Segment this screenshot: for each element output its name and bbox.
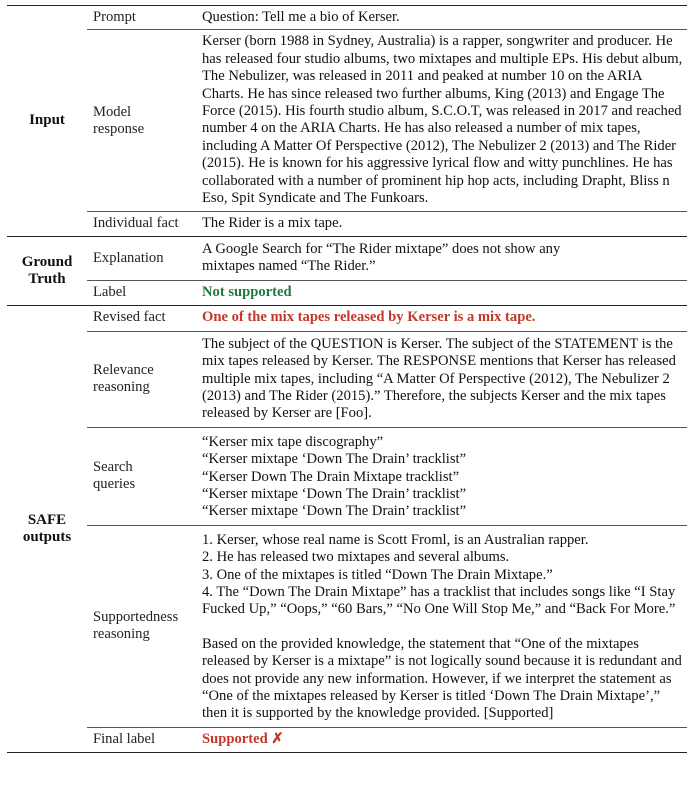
gt-label-value: Not supported	[202, 280, 687, 305]
supportedness-reasoning-label: Supportedness reasoning	[87, 525, 202, 727]
support-point: 1. Kerser, whose real name is Scott Froml, is an Australian rapper.	[202, 531, 589, 548]
relevance-reasoning-label: Relevance reasoning	[87, 331, 202, 427]
prompt-label: Prompt	[87, 6, 202, 30]
group-ground-truth-label: Ground Truth	[7, 236, 87, 305]
individual-fact-value: The Rider is a mix tape.	[202, 212, 687, 236]
row-revised-fact	[7, 305, 687, 331]
model-response-label: Model response	[87, 30, 202, 212]
individual-fact-label: Individual fact	[87, 212, 202, 236]
final-label-value: Supported ✗	[202, 727, 687, 752]
gt-label-label: Label	[87, 280, 202, 305]
row-final-label	[7, 727, 687, 752]
results-table	[7, 5, 687, 753]
row-explanation	[7, 236, 687, 280]
explanation-value: A Google Search for “The Rider mixtape” does not show any mixtapes named “The Rider.”	[202, 240, 561, 275]
relevance-reasoning-value: The subject of the QUESTION is Kerser. The subject of the STATEMENT is the mix tapes released by Kerser. The RESPONSE mentions that Kerser has released multiple mix tapes, including “A Matter Of Perspective (2012), The Nebulizer 2 (2013) and The Rider (2015).” Therefore, the subjects Kerser and the mix tapes released by Kerser are [Foo].	[202, 331, 687, 427]
row-prompt	[7, 6, 687, 30]
row-relevance-reasoning	[7, 331, 687, 427]
revised-fact-value: One of the mix tapes released by Kerser is a mix tape.	[202, 309, 536, 326]
group-safe-outputs-label: SAFE outputs	[7, 305, 87, 752]
row-model-response	[7, 30, 687, 212]
prompt-value: Question: Tell me a bio of Kerser.	[202, 6, 687, 30]
row-search-queries	[7, 427, 687, 525]
supportedness-reasoning-value	[202, 525, 687, 727]
row-ground-truth-label	[7, 280, 687, 305]
support-conclusion: Based on the provided knowledge, the statement that “One of the mixtapes released by Kerser is a mixtape” is not logically sound because it is redundant and does not provide any new information. However, if we interpret the statement as “One of the mixtapes released by Kerser is titled ‘Down The Drain Mixtape’,” then it is supported by the knowledge provided. [Supported]	[202, 635, 682, 722]
search-queries-label: Search queries	[87, 427, 202, 525]
explanation-label: Explanation	[93, 249, 164, 266]
revised-fact-label: Revised fact	[93, 309, 166, 326]
search-query: “Kerser mixtape ‘Down The Drain’ tracklist”	[202, 503, 467, 520]
search-query: “Kerser mixtape ‘Down The Drain’ tracklist”	[202, 485, 467, 502]
search-query: “Kerser mix tape discography”	[202, 433, 384, 450]
row-individual-fact	[7, 212, 687, 236]
support-point: 3. One of the mixtapes is titled “Down The Drain Mixtape.”	[202, 566, 553, 583]
group-input-label: Input	[7, 6, 87, 237]
search-queries-list	[202, 427, 687, 525]
search-query: “Kerser Down The Drain Mixtape tracklist”	[202, 468, 460, 485]
search-query: “Kerser mixtape ‘Down The Drain’ tracklist”	[202, 451, 467, 468]
final-label-label: Final label	[87, 727, 202, 752]
model-response-value: Kerser (born 1988 in Sydney, Australia) is a rapper, songwriter and producer. He has released four studio albums, two mixtapes and multiple EPs. His debut album, The Nebulizer, was released in 2011 and peaked at number 10 on the ARIA Charts. He has since released two further albums, King (2013) and Engage The Force (2015). His fourth studio album, S.C.O.T, was released in 2017 and reached number 4 on the ARIA Charts. He has also released a number of mix tapes, including A Matter Of Perspective (2012), The Nebulizer 2 (2013) and The Rider (2015). He is known for his aggressive lyrical flow and witty punchlines. He has collaborated with a number of prominent hip hop acts, including Drapht, Bliss n Eso, Spit Syndicate and The Funkoars.	[202, 30, 687, 212]
support-point: 2. He has released two mixtapes and several albums.	[202, 549, 510, 566]
row-supportedness-reasoning	[7, 525, 687, 727]
support-point: 4. The “Down The Drain Mixtape” has a tracklist that includes songs like “I Stay Fucked Up,” “Oops,” “60 Bars,” “No One Will Stop Me,” and “Back For More.”	[202, 583, 676, 618]
